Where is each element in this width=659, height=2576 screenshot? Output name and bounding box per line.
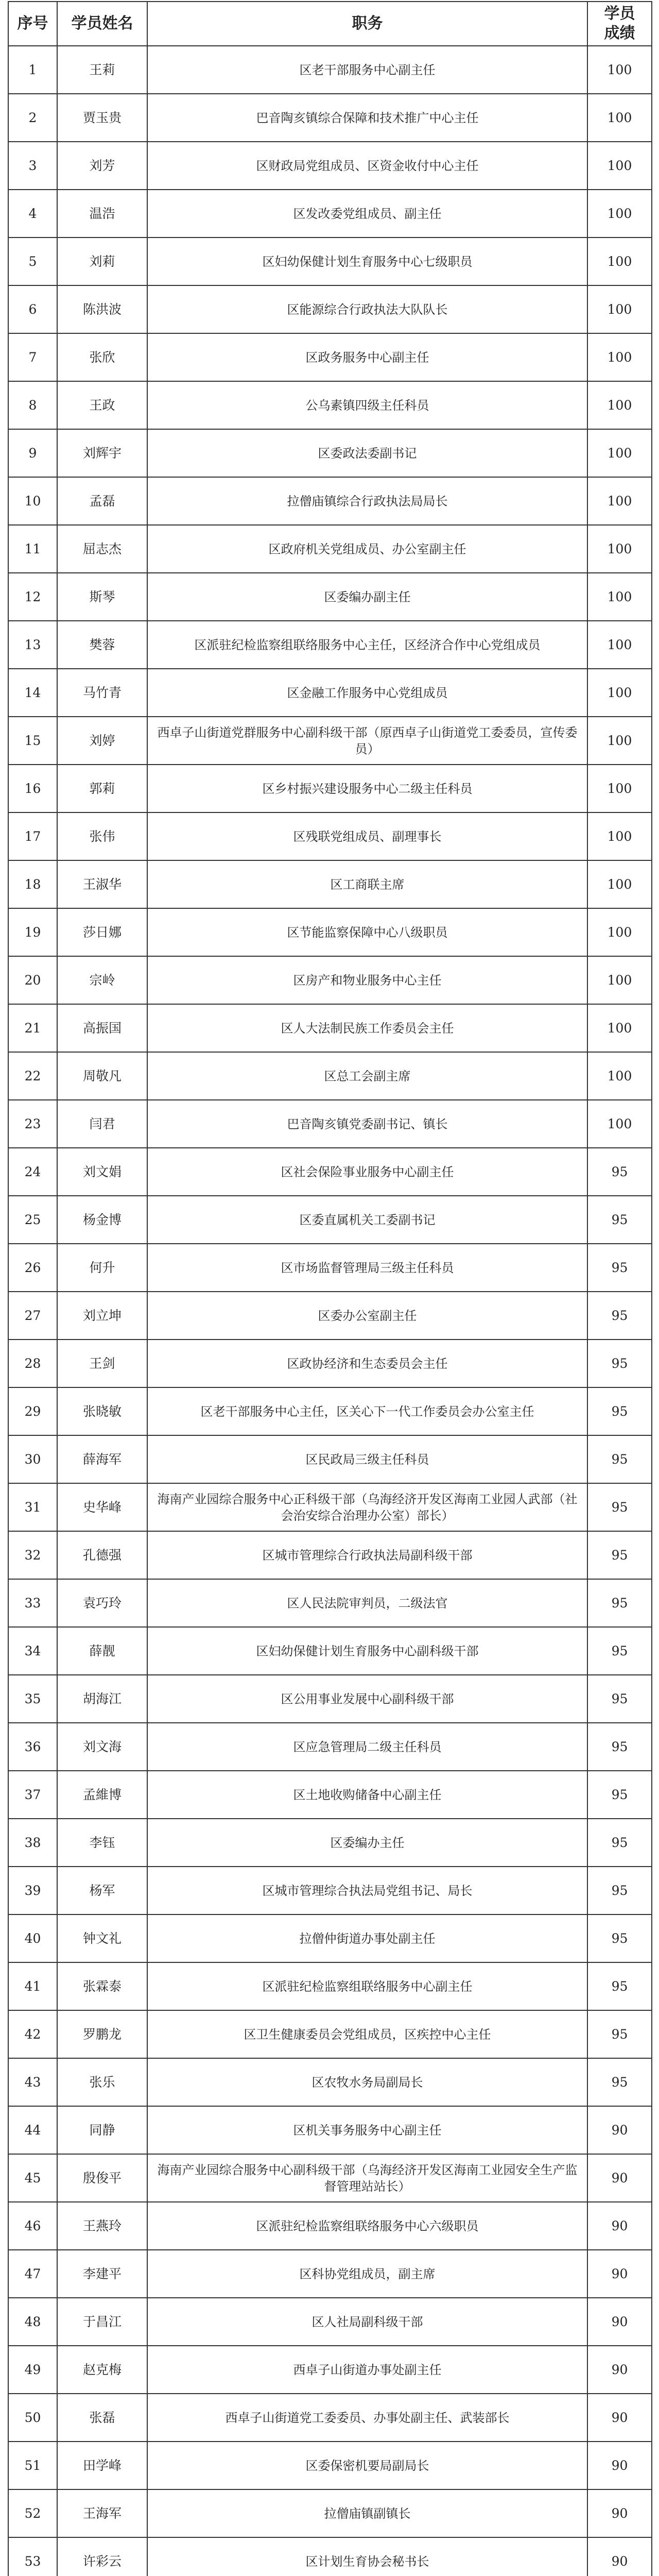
cell-duty: 区民政局三级主任科员 (147, 1435, 587, 1483)
cell-score: 95 (587, 1675, 652, 1723)
cell-name: 殷俊平 (57, 2154, 147, 2202)
cell-duty: 区妇幼保健计划生育服务中心副科级干部 (147, 1627, 587, 1675)
cell-score: 95 (587, 1148, 652, 1196)
cell-no: 6 (8, 285, 57, 333)
cell-score: 95 (587, 1483, 652, 1531)
cell-score: 90 (587, 2394, 652, 2442)
cell-score: 100 (587, 765, 652, 812)
cell-name: 闫君 (57, 1100, 147, 1148)
cell-no: 18 (8, 860, 57, 908)
cell-score: 100 (587, 669, 652, 717)
cell-score: 95 (587, 1340, 652, 1387)
table-row (8, 1483, 652, 1531)
cell-duty: 区公用事业发展中心副科级干部 (147, 1675, 587, 1723)
cell-score: 95 (587, 1579, 652, 1627)
cell-duty: 区委办公室副主任 (147, 1292, 587, 1340)
cell-no: 40 (8, 1914, 57, 1962)
cell-score: 95 (587, 1435, 652, 1483)
cell-name: 薛靓 (57, 1627, 147, 1675)
table-row (8, 1052, 652, 1100)
cell-score: 100 (587, 190, 652, 238)
table-row (8, 1723, 652, 1771)
cell-no: 42 (8, 2010, 57, 2058)
cell-score: 100 (587, 477, 652, 525)
table-body (8, 46, 652, 2576)
table-row (8, 46, 652, 94)
cell-no: 8 (8, 381, 57, 429)
cell-no: 34 (8, 1627, 57, 1675)
table-row (8, 238, 652, 285)
cell-score: 95 (587, 1387, 652, 1435)
cell-name: 孟磊 (57, 477, 147, 525)
cell-no: 26 (8, 1244, 57, 1292)
cell-duty: 海南产业园综合服务中心副科级干部（乌海经济开发区海南工业园安全生产监督管理站站长） (147, 2154, 587, 2202)
table-row (8, 94, 652, 142)
cell-no: 23 (8, 1100, 57, 1148)
cell-no: 50 (8, 2394, 57, 2442)
cell-duty: 区老干部服务中心主任，区关心下一代工作委员会办公室主任 (147, 1387, 587, 1435)
cell-duty: 区人民法院审判员，二级法官 (147, 1579, 587, 1627)
cell-no: 30 (8, 1435, 57, 1483)
table-header (8, 2, 652, 46)
cell-score: 95 (587, 1244, 652, 1292)
table-row (8, 2537, 652, 2576)
cell-duty: 区发改委党组成员、副主任 (147, 190, 587, 238)
table-row (8, 1292, 652, 1340)
cell-no: 28 (8, 1340, 57, 1387)
cell-name: 周敬凡 (57, 1052, 147, 1100)
cell-name: 王燕玲 (57, 2202, 147, 2250)
header-score (587, 2, 652, 46)
table-row (8, 2346, 652, 2394)
cell-name: 张晓敏 (57, 1387, 147, 1435)
table-row (8, 2154, 652, 2202)
cell-score: 100 (587, 142, 652, 190)
cell-name: 罗鹏龙 (57, 2010, 147, 2058)
table-row (8, 1914, 652, 1962)
cell-no: 1 (8, 46, 57, 94)
cell-name: 莎日娜 (57, 908, 147, 956)
cell-score: 100 (587, 956, 652, 1004)
cell-score: 100 (587, 525, 652, 573)
cell-score: 90 (587, 2346, 652, 2394)
cell-name: 刘立坤 (57, 1292, 147, 1340)
cell-no: 13 (8, 621, 57, 669)
cell-no: 16 (8, 765, 57, 812)
table-row (8, 1675, 652, 1723)
cell-name: 张伟 (57, 812, 147, 860)
cell-no: 29 (8, 1387, 57, 1435)
cell-duty: 区政务服务中心副主任 (147, 333, 587, 381)
cell-duty: 区派驻纪检监察组联络服务中心主任，区经济合作中心党组成员 (147, 621, 587, 669)
cell-no: 20 (8, 956, 57, 1004)
cell-no: 33 (8, 1579, 57, 1627)
cell-score: 95 (587, 1292, 652, 1340)
header-score-line1: 学员 (604, 5, 635, 23)
cell-name: 高振国 (57, 1004, 147, 1052)
trainee-score-table (8, 1, 652, 2576)
cell-name: 史华峰 (57, 1483, 147, 1531)
cell-score: 90 (587, 2489, 652, 2537)
cell-score: 90 (587, 2202, 652, 2250)
table-row (8, 477, 652, 525)
table-row (8, 1387, 652, 1435)
table-row (8, 1962, 652, 2010)
cell-score: 95 (587, 1819, 652, 1867)
table-row (8, 2442, 652, 2489)
cell-duty: 区乡村振兴建设服务中心二级主任科员 (147, 765, 587, 812)
cell-no: 25 (8, 1196, 57, 1244)
cell-duty: 区总工会副主席 (147, 1052, 587, 1100)
cell-name: 刘芳 (57, 142, 147, 190)
table-row (8, 2010, 652, 2058)
table-row (8, 2298, 652, 2346)
cell-score: 90 (587, 2154, 652, 2202)
cell-name: 马竹青 (57, 669, 147, 717)
cell-name: 袁巧玲 (57, 1579, 147, 1627)
cell-score: 100 (587, 812, 652, 860)
table-row (8, 142, 652, 190)
cell-score: 90 (587, 2442, 652, 2489)
cell-score: 95 (587, 2010, 652, 2058)
cell-name: 樊蓉 (57, 621, 147, 669)
cell-duty: 区人大法制民族工作委员会主任 (147, 1004, 587, 1052)
cell-duty: 区社会保险事业服务中心副主任 (147, 1148, 587, 1196)
table-row (8, 1531, 652, 1579)
table-row (8, 1100, 652, 1148)
cell-name: 刘莉 (57, 238, 147, 285)
cell-no: 38 (8, 1819, 57, 1867)
cell-no: 53 (8, 2537, 57, 2576)
table-row (8, 2058, 652, 2106)
table-row (8, 190, 652, 238)
cell-duty: 西卓子山街道党工委委员、办事处副主任、武装部长 (147, 2394, 587, 2442)
header-no: 序号 (8, 2, 57, 46)
table-row (8, 573, 652, 621)
cell-no: 41 (8, 1962, 57, 2010)
cell-no: 15 (8, 717, 57, 765)
cell-score: 95 (587, 1771, 652, 1819)
cell-no: 2 (8, 94, 57, 142)
cell-no: 45 (8, 2154, 57, 2202)
cell-no: 14 (8, 669, 57, 717)
cell-score: 95 (587, 1723, 652, 1771)
cell-duty: 拉僧仲街道办事处副主任 (147, 1914, 587, 1962)
cell-duty: 区人社局副科级干部 (147, 2298, 587, 2346)
table-row (8, 1435, 652, 1483)
cell-duty: 区计划生育协会秘书长 (147, 2537, 587, 2576)
cell-duty: 海南产业园综合服务中心正科级干部（乌海经济开发区海南工业园人武部（社会治安综合治理办公室）部长） (147, 1483, 587, 1531)
cell-no: 32 (8, 1531, 57, 1579)
cell-duty: 区土地收购储备中心副主任 (147, 1771, 587, 1819)
cell-duty: 区委直属机关工委副书记 (147, 1196, 587, 1244)
table-row (8, 812, 652, 860)
table-row (8, 381, 652, 429)
cell-score: 95 (587, 1867, 652, 1914)
cell-score: 95 (587, 1914, 652, 1962)
table-row (8, 1244, 652, 1292)
cell-duty: 区金融工作服务中心党组成员 (147, 669, 587, 717)
table-row (8, 1771, 652, 1819)
cell-name: 陈洪波 (57, 285, 147, 333)
cell-duty: 巴音陶亥镇综合保障和技术推广中心主任 (147, 94, 587, 142)
cell-name: 屈志杰 (57, 525, 147, 573)
table-row (8, 525, 652, 573)
cell-no: 35 (8, 1675, 57, 1723)
cell-name: 刘婷 (57, 717, 147, 765)
cell-name: 许彩云 (57, 2537, 147, 2576)
cell-duty: 区节能监察保障中心八级职员 (147, 908, 587, 956)
cell-no: 37 (8, 1771, 57, 1819)
table-row (8, 2394, 652, 2442)
cell-name: 同静 (57, 2106, 147, 2154)
cell-score: 95 (587, 1531, 652, 1579)
cell-name: 薛海军 (57, 1435, 147, 1483)
cell-duty: 区委编办副主任 (147, 573, 587, 621)
cell-duty: 区委编办主任 (147, 1819, 587, 1867)
cell-duty: 区工商联主席 (147, 860, 587, 908)
cell-duty: 区能源综合行政执法大队队长 (147, 285, 587, 333)
cell-duty: 区市场监督管理局三级主任科员 (147, 1244, 587, 1292)
cell-no: 24 (8, 1148, 57, 1196)
cell-name: 王莉 (57, 46, 147, 94)
cell-name: 斯琴 (57, 573, 147, 621)
cell-name: 王淑华 (57, 860, 147, 908)
cell-no: 4 (8, 190, 57, 238)
cell-duty: 拉僧庙镇综合行政执法局局长 (147, 477, 587, 525)
cell-score: 100 (587, 238, 652, 285)
cell-no: 49 (8, 2346, 57, 2394)
cell-name: 孔德强 (57, 1531, 147, 1579)
cell-no: 11 (8, 525, 57, 573)
cell-no: 44 (8, 2106, 57, 2154)
cell-no: 51 (8, 2442, 57, 2489)
cell-score: 100 (587, 1004, 652, 1052)
cell-score: 100 (587, 333, 652, 381)
header-row (8, 2, 652, 46)
cell-score: 100 (587, 573, 652, 621)
cell-duty: 区城市管理综合行政执法局副科级干部 (147, 1531, 587, 1579)
cell-duty: 区卫生健康委员会党组成员，区疾控中心主任 (147, 2010, 587, 2058)
table-row (8, 956, 652, 1004)
table-row (8, 2202, 652, 2250)
table-row (8, 717, 652, 765)
table-row (8, 908, 652, 956)
cell-duty: 区委保密机要局副局长 (147, 2442, 587, 2489)
cell-duty: 区妇幼保健计划生育服务中心七级职员 (147, 238, 587, 285)
cell-no: 47 (8, 2250, 57, 2298)
cell-name: 田学峰 (57, 2442, 147, 2489)
cell-duty: 区农牧水务局副局长 (147, 2058, 587, 2106)
cell-score: 100 (587, 908, 652, 956)
table-row (8, 429, 652, 477)
cell-score: 100 (587, 429, 652, 477)
cell-score: 100 (587, 717, 652, 765)
cell-name: 胡海江 (57, 1675, 147, 1723)
cell-no: 27 (8, 1292, 57, 1340)
header-score-line2: 成绩 (604, 24, 635, 42)
cell-no: 10 (8, 477, 57, 525)
cell-score: 100 (587, 1052, 652, 1100)
cell-score: 90 (587, 2298, 652, 2346)
cell-duty: 区政府机关党组成员、办公室副主任 (147, 525, 587, 573)
cell-duty: 西卓子山街道办事处副主任 (147, 2346, 587, 2394)
cell-score: 100 (587, 1100, 652, 1148)
cell-no: 36 (8, 1723, 57, 1771)
cell-score: 95 (587, 2058, 652, 2106)
table-row (8, 669, 652, 717)
cell-duty: 公乌素镇四级主任科员 (147, 381, 587, 429)
cell-name: 刘文海 (57, 1723, 147, 1771)
cell-duty: 区派驻纪检监察组联络服务中心六级职员 (147, 2202, 587, 2250)
table-row (8, 333, 652, 381)
cell-no: 3 (8, 142, 57, 190)
cell-name: 王海军 (57, 2489, 147, 2537)
cell-score: 100 (587, 46, 652, 94)
cell-no: 7 (8, 333, 57, 381)
cell-no: 17 (8, 812, 57, 860)
cell-name: 刘辉宇 (57, 429, 147, 477)
cell-name: 宗岭 (57, 956, 147, 1004)
table-row (8, 1627, 652, 1675)
cell-name: 赵克梅 (57, 2346, 147, 2394)
table-row (8, 1340, 652, 1387)
table-row (8, 860, 652, 908)
cell-score: 100 (587, 860, 652, 908)
table-row (8, 765, 652, 812)
cell-score: 90 (587, 2537, 652, 2576)
cell-name: 杨金博 (57, 1196, 147, 1244)
cell-name: 贾玉贵 (57, 94, 147, 142)
table-row (8, 1867, 652, 1914)
table-row (8, 1148, 652, 1196)
cell-duty: 区老干部服务中心副主任 (147, 46, 587, 94)
header-name: 学员姓名 (57, 2, 147, 46)
cell-name: 李建平 (57, 2250, 147, 2298)
cell-name: 王政 (57, 381, 147, 429)
cell-no: 9 (8, 429, 57, 477)
cell-no: 52 (8, 2489, 57, 2537)
cell-score: 100 (587, 381, 652, 429)
cell-duty: 区派驻纪检监察组联络服务中心副主任 (147, 1962, 587, 2010)
cell-no: 19 (8, 908, 57, 956)
cell-duty: 区应急管理局二级主任科员 (147, 1723, 587, 1771)
table-row (8, 2106, 652, 2154)
cell-no: 12 (8, 573, 57, 621)
cell-name: 张霖泰 (57, 1962, 147, 2010)
cell-name: 温浩 (57, 190, 147, 238)
cell-name: 张乐 (57, 2058, 147, 2106)
cell-duty: 区机关事务服务中心副主任 (147, 2106, 587, 2154)
cell-no: 39 (8, 1867, 57, 1914)
table-row (8, 1579, 652, 1627)
roster-table-container (8, 1, 651, 2576)
cell-no: 5 (8, 238, 57, 285)
table-row (8, 2489, 652, 2537)
cell-name: 孟維博 (57, 1771, 147, 1819)
cell-duty: 西卓子山街道党群服务中心副科级干部（原西卓子山街道党工委委员，宣传委员） (147, 717, 587, 765)
cell-name: 何升 (57, 1244, 147, 1292)
cell-name: 郭莉 (57, 765, 147, 812)
cell-score: 95 (587, 1962, 652, 2010)
table-row (8, 285, 652, 333)
cell-duty: 区政协经济和生态委员会主任 (147, 1340, 587, 1387)
cell-no: 43 (8, 2058, 57, 2106)
cell-name: 王剑 (57, 1340, 147, 1387)
cell-score: 100 (587, 621, 652, 669)
cell-name: 于昌江 (57, 2298, 147, 2346)
cell-name: 李钰 (57, 1819, 147, 1867)
cell-name: 杨军 (57, 1867, 147, 1914)
cell-no: 21 (8, 1004, 57, 1052)
cell-duty: 巴音陶亥镇党委副书记、镇长 (147, 1100, 587, 1148)
cell-duty: 拉僧庙镇副镇长 (147, 2489, 587, 2537)
table-row (8, 1004, 652, 1052)
cell-name: 刘文娟 (57, 1148, 147, 1196)
table-row (8, 621, 652, 669)
cell-duty: 区科协党组成员，副主席 (147, 2250, 587, 2298)
cell-score: 95 (587, 1627, 652, 1675)
cell-duty: 区城市管理综合执法局党组书记、局长 (147, 1867, 587, 1914)
cell-score: 90 (587, 2250, 652, 2298)
cell-duty: 区房产和物业服务中心主任 (147, 956, 587, 1004)
cell-duty: 区委政法委副书记 (147, 429, 587, 477)
cell-score: 100 (587, 285, 652, 333)
cell-no: 48 (8, 2298, 57, 2346)
cell-name: 钟文礼 (57, 1914, 147, 1962)
table-row (8, 2250, 652, 2298)
cell-name: 张磊 (57, 2394, 147, 2442)
cell-no: 31 (8, 1483, 57, 1531)
cell-duty: 区财政局党组成员、区资金收付中心主任 (147, 142, 587, 190)
cell-duty: 区残联党组成员、副理事长 (147, 812, 587, 860)
header-duty: 职务 (147, 2, 587, 46)
table-row (8, 1819, 652, 1867)
cell-score: 100 (587, 94, 652, 142)
cell-no: 46 (8, 2202, 57, 2250)
cell-name: 张欣 (57, 333, 147, 381)
table-row (8, 1196, 652, 1244)
cell-score: 90 (587, 2106, 652, 2154)
cell-score: 95 (587, 1196, 652, 1244)
cell-no: 22 (8, 1052, 57, 1100)
